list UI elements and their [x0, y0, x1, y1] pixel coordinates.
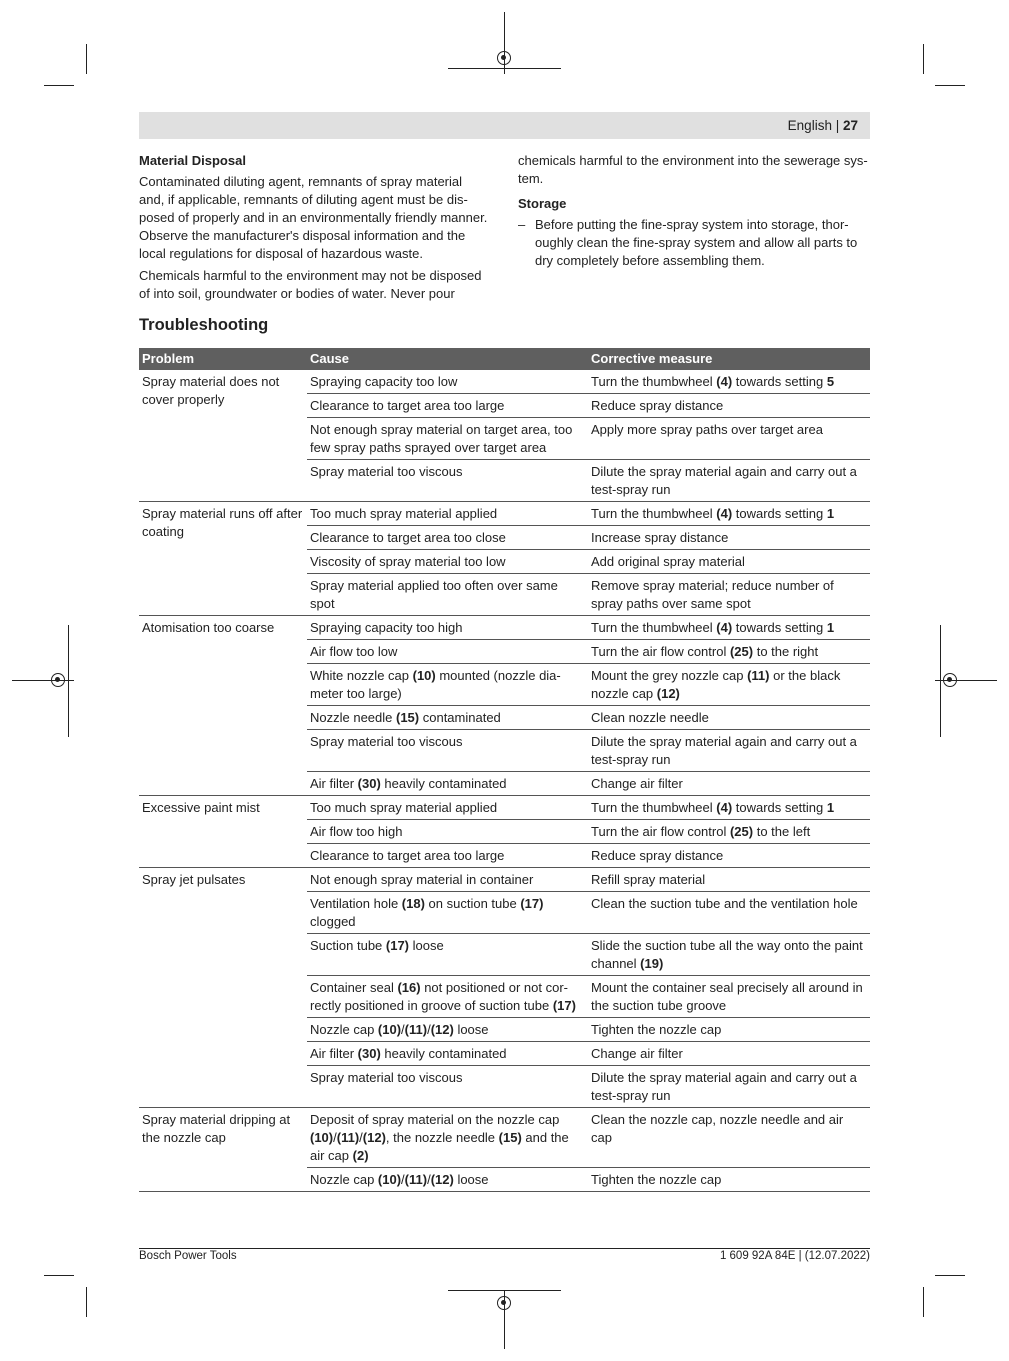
cause-cell: Spray material too viscous — [307, 1066, 588, 1108]
problem-cell: Spray material runs off after coating — [139, 502, 307, 616]
cause-cell: Air filter (30) heavily contaminated — [307, 1042, 588, 1066]
cause-cell: Nozzle cap (10)/(11)/(12) loose — [307, 1168, 588, 1192]
corrective-measure-cell: Slide the suction tube all the way onto the paint channel (19) — [588, 934, 870, 976]
corrective-measure-cell: Change air filter — [588, 1042, 870, 1066]
storage-list-item — [518, 216, 870, 270]
cause-cell: Too much spray material applied — [307, 502, 588, 526]
cause-cell: Air filter (30) heavily contaminated — [307, 772, 588, 796]
corrective-measure-cell: Mount the container seal precisely all around in the suction tube groove — [588, 976, 870, 1018]
corrective-measure-cell: Remove spray material; reduce number of spray paths over same spot — [588, 574, 870, 616]
corrective-measure-cell: Turn the thumbwheel (4) towards setting 1 — [588, 796, 870, 820]
table-header-row — [139, 348, 870, 370]
corrective-measure-cell: Tighten the nozzle cap — [588, 1168, 870, 1192]
cause-cell: Spray material too viscous — [307, 460, 588, 502]
registration-line — [448, 1290, 561, 1291]
table-row — [139, 616, 870, 640]
corrective-measure-cell: Increase spray distance — [588, 526, 870, 550]
cause-cell: Nozzle needle (15) contaminated — [307, 706, 588, 730]
troubleshooting-table — [139, 348, 870, 1192]
crop-mark — [86, 1287, 87, 1317]
registration-mark-icon — [943, 673, 957, 687]
storage-section — [518, 152, 870, 270]
corrective-measure-cell: Clean the nozzle cap, nozzle needle and air cap — [588, 1108, 870, 1168]
table-body — [139, 370, 870, 1192]
footer-publisher: Bosch Power Tools — [139, 1250, 237, 1262]
corrective-measure-cell: Tighten the nozzle cap — [588, 1018, 870, 1042]
cause-cell: Suction tube (17) loose — [307, 934, 588, 976]
cause-cell: Clearance to target area too large — [307, 844, 588, 868]
registration-mark-icon — [497, 1296, 511, 1310]
cause-cell: Spray material too viscous — [307, 730, 588, 772]
cause-cell: Clearance to target area too large — [307, 394, 588, 418]
table-row — [139, 796, 870, 820]
corrective-measure-cell: Apply more spray paths over target area — [588, 418, 870, 460]
corrective-measure-cell: Turn the thumbwheel (4) towards setting 1 — [588, 502, 870, 526]
corrective-measure-cell: Dilute the spray material again and carry out a test-spray run — [588, 1066, 870, 1108]
page-number: 27 — [842, 118, 858, 133]
cause-cell: Air flow too high — [307, 820, 588, 844]
column-header-measure: Corrective measure — [588, 348, 870, 370]
cause-cell: Ventilation hole (18) on suction tube (17) clogged — [307, 892, 588, 934]
cause-cell: Spraying capacity too low — [307, 370, 588, 394]
storage-heading: Storage — [518, 196, 567, 211]
corrective-measure-cell: Change air filter — [588, 772, 870, 796]
crop-mark — [923, 44, 924, 74]
material-disposal-section — [139, 152, 489, 307]
cause-cell: Nozzle cap (10)/(11)/(12) loose — [307, 1018, 588, 1042]
corrective-measure-cell: Add original spray material — [588, 550, 870, 574]
registration-mark-icon — [497, 51, 511, 65]
disposal-continuation: chemicals harmful to the environment into the sewerage system. — [518, 153, 868, 186]
crop-mark — [86, 44, 87, 74]
cause-cell: Clearance to target area too close — [307, 526, 588, 550]
corrective-measure-cell: Clean the suction tube and the ventilation hole — [588, 892, 870, 934]
cause-cell: Viscosity of spray material too low — [307, 550, 588, 574]
cause-cell: Spraying capacity too high — [307, 616, 588, 640]
cause-cell: Not enough spray material in container — [307, 868, 588, 892]
crop-mark — [44, 1275, 74, 1276]
material-disposal-heading: Material Disposal — [139, 153, 246, 168]
corrective-measure-cell: Reduce spray distance — [588, 844, 870, 868]
column-header-cause: Cause — [307, 348, 588, 370]
corrective-measure-cell: Turn the thumbwheel (4) towards setting 1 — [588, 616, 870, 640]
column-header-problem: Problem — [139, 348, 307, 370]
table-row — [139, 868, 870, 892]
corrective-measure-cell: Reduce spray distance — [588, 394, 870, 418]
storage-item-text: Before putting the fine-spray system into storage, thoroughly clean the fine-spray system and allow all parts to dry completely before assembling them. — [535, 217, 858, 268]
header-language: English — [787, 118, 832, 133]
table-row — [139, 502, 870, 526]
cause-cell: Deposit of spray material on the nozzle cap (10)/(11)/(12), the nozzle needle (15) and the air cap (2) — [307, 1108, 588, 1168]
registration-mark-icon — [51, 673, 65, 687]
corrective-measure-cell: Clean nozzle needle — [588, 706, 870, 730]
cause-cell: Container seal (16) not positioned or not correctly positioned in groove of suction tube (17) — [307, 976, 588, 1018]
corrective-measure-cell: Refill spray material — [588, 868, 870, 892]
corrective-measure-cell: Mount the grey nozzle cap (11) or the black nozzle cap (12) — [588, 664, 870, 706]
problem-cell: Atomisation too coarse — [139, 616, 307, 796]
corrective-measure-cell: Dilute the spray material again and carry out a test-spray run — [588, 730, 870, 772]
problem-cell: Spray material does not cover properly — [139, 370, 307, 502]
crop-mark — [923, 1287, 924, 1317]
problem-cell: Excessive paint mist — [139, 796, 307, 868]
cause-cell: White nozzle cap (10) mounted (nozzle diameter too large) — [307, 664, 588, 706]
corrective-measure-cell: Dilute the spray material again and carry out a test-spray run — [588, 460, 870, 502]
problem-cell: Spray jet pulsates — [139, 868, 307, 1108]
table-row — [139, 370, 870, 394]
crop-mark — [935, 85, 965, 86]
registration-line — [940, 625, 941, 737]
cause-cell: Spray material applied too often over same spot — [307, 574, 588, 616]
registration-line — [68, 625, 69, 737]
disposal-paragraph: Contaminated diluting agent, remnants of spray material and, if applicable, remnants of diluting agent must be disposed of properly and in an environmentally friendly manner. Observe the manufacturer's disposal information and the local regulations for disposal of hazardous waste. — [139, 174, 488, 261]
corrective-measure-cell: Turn the air flow control (25) to the left — [588, 820, 870, 844]
cause-cell: Air flow too low — [307, 640, 588, 664]
troubleshooting-title: Troubleshooting — [139, 316, 269, 334]
corrective-measure-cell: Turn the thumbwheel (4) towards setting 5 — [588, 370, 870, 394]
crop-mark — [935, 1275, 965, 1276]
page-header — [788, 118, 858, 133]
corrective-measure-cell: Turn the air flow control (25) to the right — [588, 640, 870, 664]
crop-mark — [44, 85, 74, 86]
table-row — [139, 1108, 870, 1168]
footer-rule — [139, 1248, 870, 1249]
problem-cell: Spray material dripping at the nozzle cap — [139, 1108, 307, 1192]
registration-line — [448, 68, 561, 69]
disposal-paragraph: Chemicals harmful to the environment may not be disposed of into soil, groundwater or bodies of water. Never pour — [139, 268, 482, 301]
cause-cell: Too much spray material applied — [307, 796, 588, 820]
cause-cell: Not enough spray material on target area, too few spray paths sprayed over target area — [307, 418, 588, 460]
page-header-bar — [139, 112, 870, 139]
dash-bullet: – — [518, 217, 526, 232]
footer-doc-id: 1 609 92A 84E | (12.07.2022) — [719, 1250, 870, 1262]
header-separator: | — [831, 118, 843, 133]
